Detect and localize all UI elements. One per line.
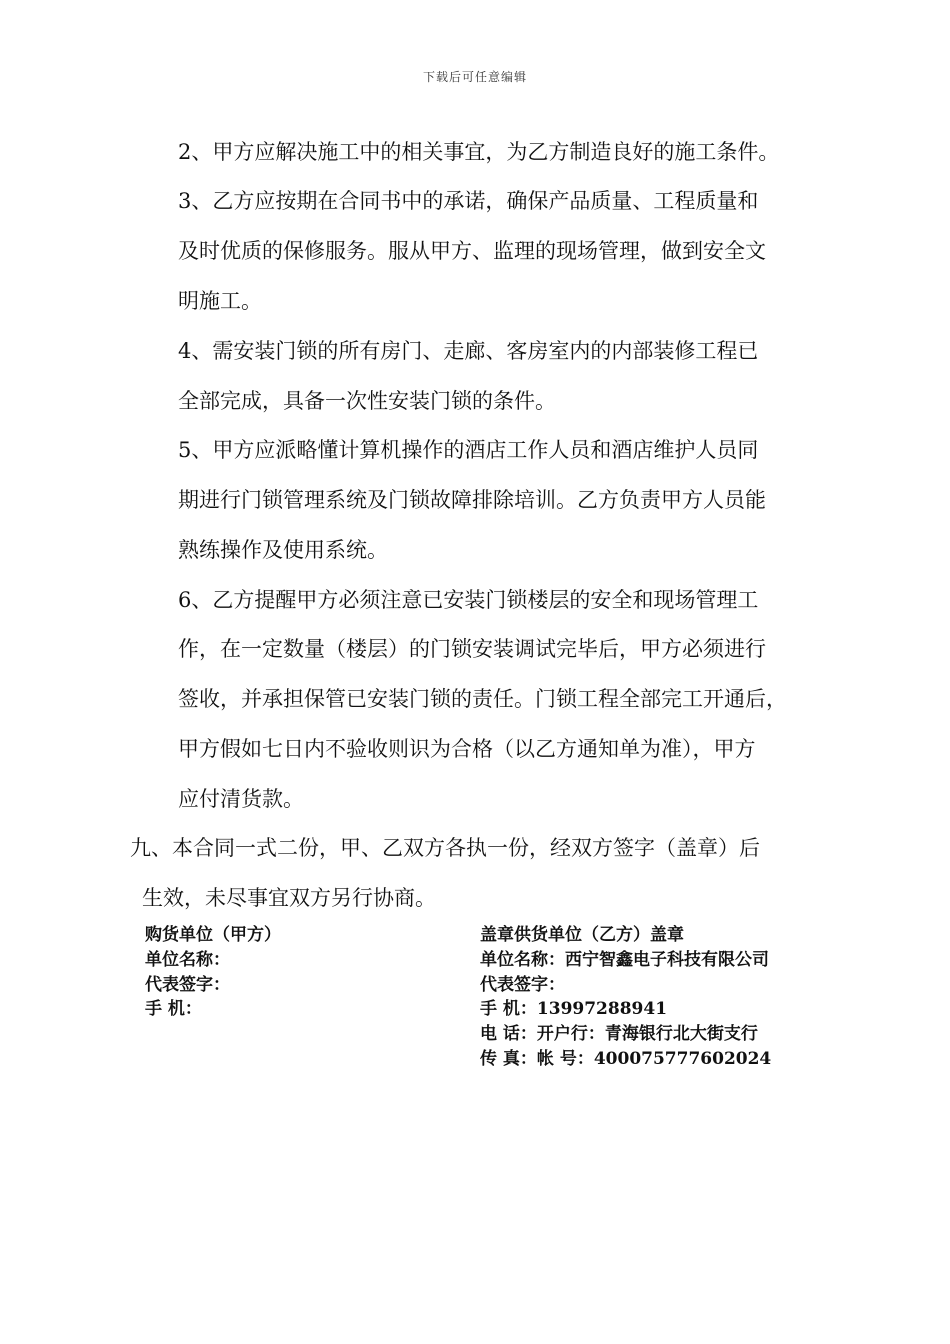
header-note: 下载后可任意编辑 <box>422 70 527 84</box>
clause-4-line-2: 全部完成，具备一次性安装门锁的条件。 <box>178 389 556 413</box>
supplier-fax-account: 传 真：帐 号：400075777602024 <box>480 1049 772 1069</box>
clause-6-line-4: 甲方假如七日内不验收则识为合格（以乙方通知单为准），甲方 <box>178 737 756 761</box>
supplier-tel-bank: 电 话：开户行：青海银行北大街支行 <box>480 1024 758 1044</box>
buyer-rep-sign: 代表签字： <box>145 975 230 995</box>
buyer-title: 购货单位（甲方） <box>145 925 281 945</box>
clause-2-line: 2、甲方应解决施工中的相关事宜，为乙方制造良好的施工条件。 <box>178 140 780 164</box>
clause-6-line-2: 作，在一定数量（楼层）的门锁安装调试完毕后，甲方必须进行 <box>178 637 766 661</box>
clause-6-line-1: 6、乙方提醒甲方必须注意已安装门锁楼层的安全和现场管理工 <box>178 588 759 612</box>
buyer-phone: 手 机： <box>145 999 202 1019</box>
article-9-line-2: 生效，未尽事宜双方另行协商。 <box>142 886 436 910</box>
supplier-rep-sign: 代表签字： <box>480 975 565 995</box>
clause-3-line-3: 明施工。 <box>178 289 262 313</box>
supplier-unit-name: 单位名称：西宁智鑫电子科技有限公司 <box>480 950 769 970</box>
buyer-unit-name: 单位名称： <box>145 950 230 970</box>
clause-3-line-2: 及时优质的保修服务。服从甲方、监理的现场管理，做到安全文 <box>178 239 766 263</box>
article-9-line-1: 九、本合同一式二份，甲、乙双方各执一份，经双方签字（盖章）后 <box>130 836 760 860</box>
clause-5-line-1: 5、甲方应派略懂计算机操作的酒店工作人员和酒店维护人员同 <box>178 438 759 462</box>
clause-6-line-5: 应付清货款。 <box>178 787 304 811</box>
clause-5-line-3: 熟练操作及使用系统。 <box>178 538 388 562</box>
supplier-phone: 手 机：13997288941 <box>480 999 668 1019</box>
supplier-title: 盖章供货单位（乙方）盖章 <box>480 925 684 945</box>
clause-6-line-3: 签收，并承担保管已安装门锁的责任。门锁工程全部完工开通后， <box>178 687 787 711</box>
clause-3-line-1: 3、乙方应按期在合同书中的承诺，确保产品质量、工程质量和 <box>178 189 759 213</box>
clause-4-line-1: 4、需安装门锁的所有房门、走廊、客房室内的内部装修工程已 <box>178 339 759 363</box>
clause-5-line-2: 期进行门锁管理系统及门锁故障排除培训。乙方负责甲方人员能 <box>178 488 766 512</box>
